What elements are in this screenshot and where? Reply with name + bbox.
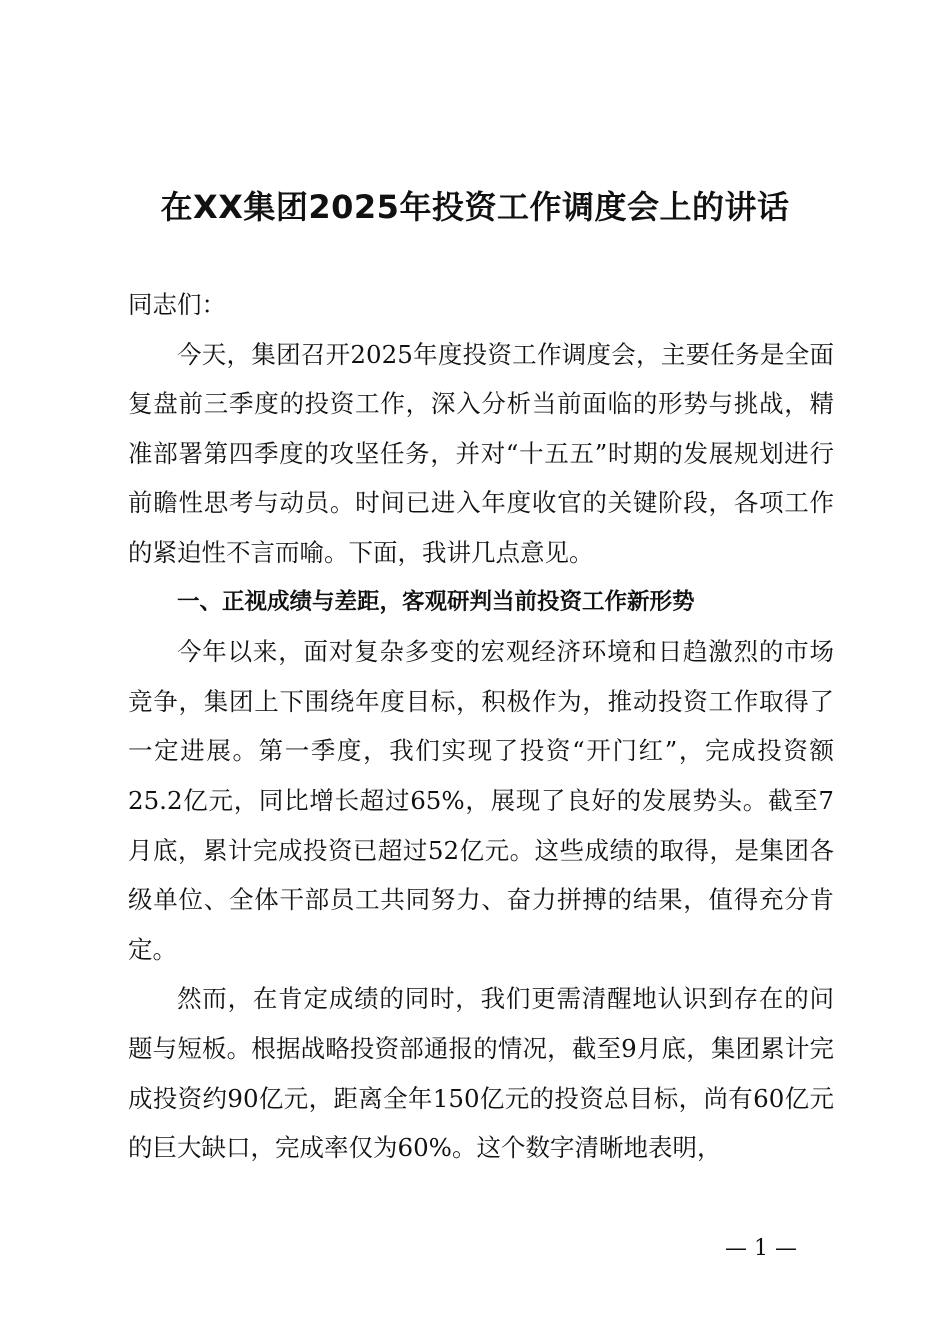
paragraph-gaps: 然而，在肯定成绩的同时，我们更需清醒地认识到存在的问题与短板。根据战略投资部通报的情况，截至9月底，集团累计完成投资约90亿元，距离全年150亿元的投资总目标，尚有60亿元的巨大缺口，完成率仅为60%。这个数字清晰地表明， xyxy=(128,984,834,1163)
section-heading-1: 一、正视成绩与差距，客观研判当前投资工作新形势 xyxy=(177,588,695,615)
paragraph-intro: 今天，集团召开2025年度投资工作调度会，主要任务是全面复盘前三季度的投资工作，深入分析当前面临的形势与挑战，精准部署第四季度的攻坚任务，并对“十五五”时期的发展规划进行前瞻性思考与动员。时间已进入年度收官的关键阶段，各项工作的紧迫性不言而喻。下面，我讲几点意见。 xyxy=(128,339,834,567)
page-number: — 1 — xyxy=(725,1236,797,1261)
document-title: 在XX集团2025年投资工作调度会上的讲话 xyxy=(160,188,790,226)
salutation: 同志们： xyxy=(128,290,226,319)
document-body xyxy=(128,280,834,1173)
paragraph-achievements: 今年以来，面对复杂多变的宏观经济环境和日趋激烈的市场竞争，集团上下围绕年度目标，积极作为，推动投资工作取得了一定进展。第一季度，我们实现了投资“开门红”，完成投资额25.2亿元，同比增长超过65%，展现了良好的发展势头。截至7月底，累计完成投资已超过52亿元。这些成绩的取得，是集团各级单位、全体干部员工共同努力、奋力拼搏的结果，值得充分肯定。 xyxy=(128,637,834,964)
